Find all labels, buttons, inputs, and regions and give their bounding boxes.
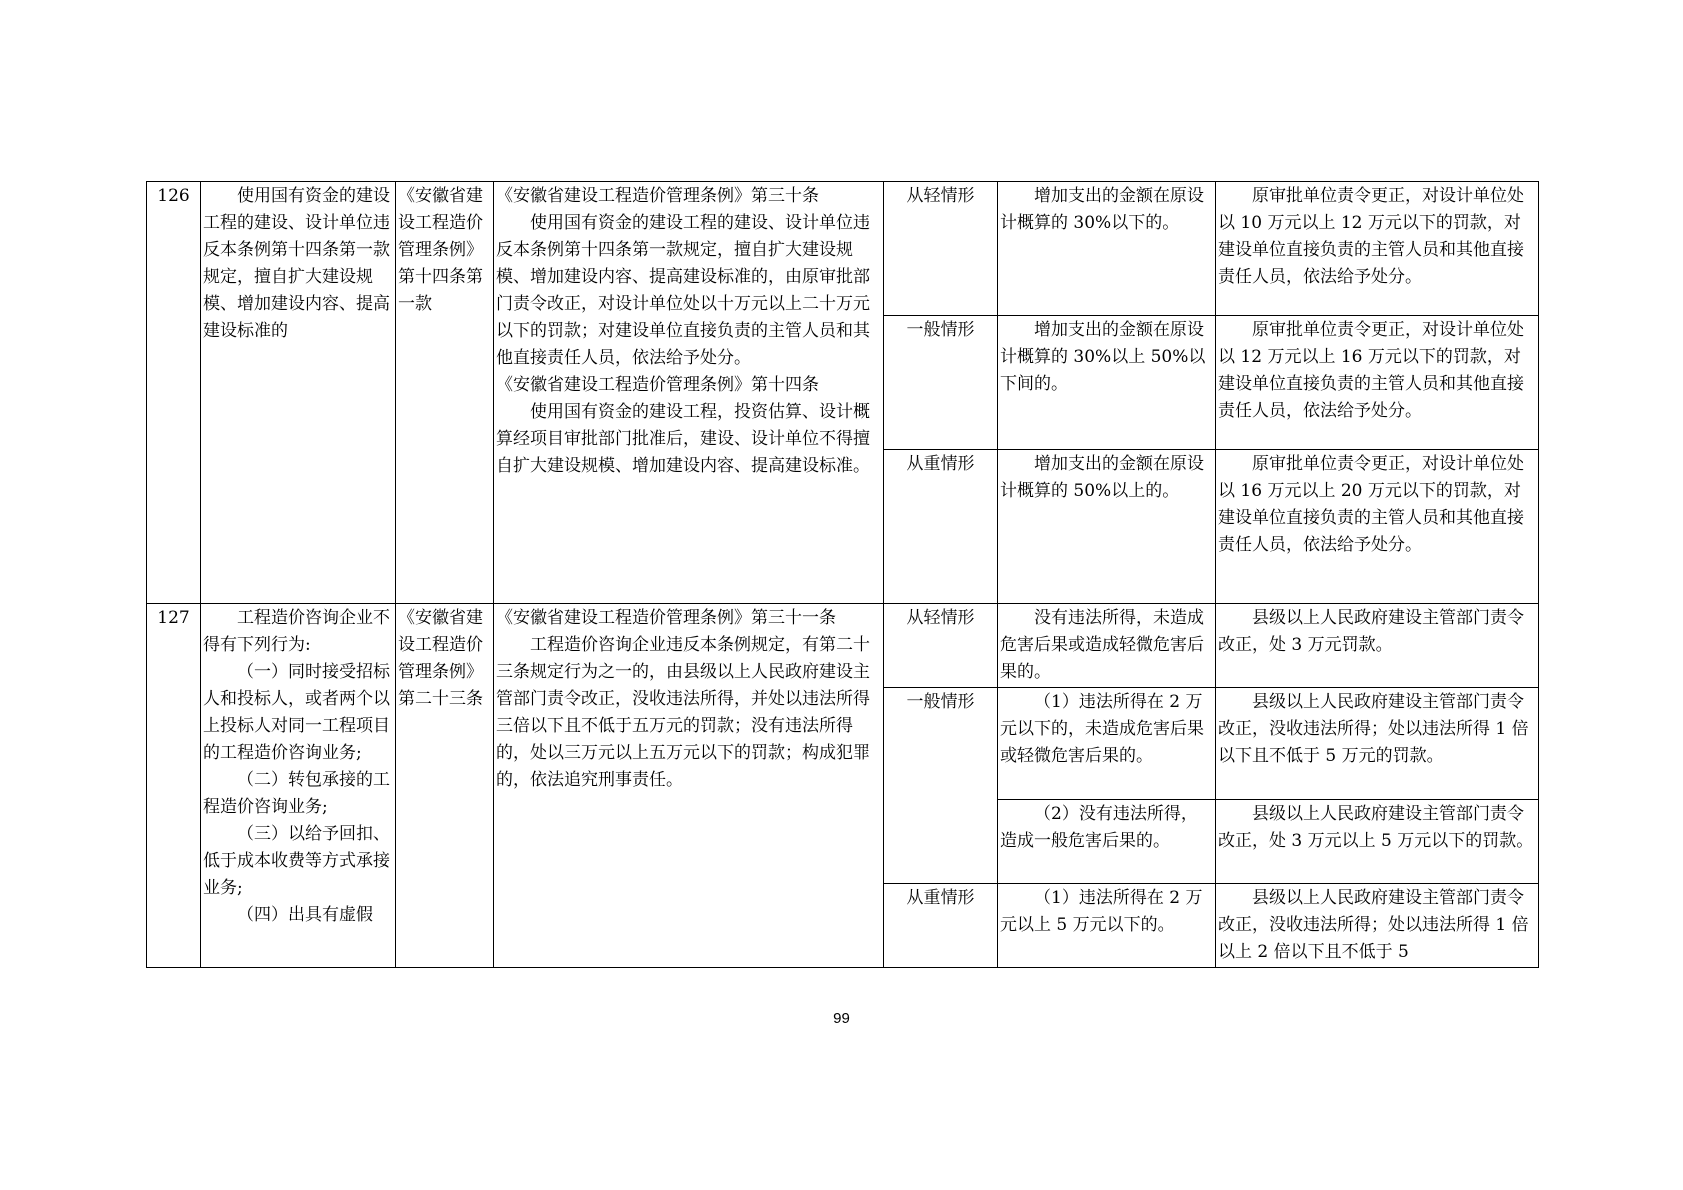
penalty-standard: 县级以上人民政府建设主管部门责令改正，处 3 万元罚款。 <box>1216 604 1539 688</box>
severity-level: 从轻情形 <box>884 182 998 316</box>
circumstance: 增加支出的金额在原设计概算的 30%以下的。 <box>998 182 1216 316</box>
severity-level: 从重情形 <box>884 884 998 968</box>
severity-level: 从轻情形 <box>884 604 998 688</box>
penalty-standard: 原审批单位责令更正，对设计单位处以 10 万元以上 12 万元以下的罚款，对建设单位直接负责的主管人员和其他直接责任人员，依法给予处分。 <box>1216 182 1539 316</box>
penalty-standards-table <box>146 181 1539 968</box>
penalty-standard: 原审批单位责令更正，对设计单位处以 16 万元以上 20 万元以下的罚款，对建设单位直接负责的主管人员和其他直接责任人员，依法给予处分。 <box>1216 450 1539 604</box>
penalty-standard: 原审批单位责令更正，对设计单位处以 12 万元以上 16 万元以下的罚款，对建设单位直接负责的主管人员和其他直接责任人员，依法给予处分。 <box>1216 316 1539 450</box>
table-row-126 <box>147 182 1539 316</box>
circumstance: 没有违法所得，未造成危害后果或造成轻微危害后果的。 <box>998 604 1216 688</box>
circumstance: （1）违法所得在 2 万元以下的，未造成危害后果或轻微危害后果的。 <box>998 688 1216 800</box>
violation-behavior: 工程造价咨询企业不得有下列行为: （一）同时接受招标人和投标人，或者两个以上投标人对同一工程项目的工程造价咨询业务; （二）转包承接的工程造价咨询业务; （三）以给予回扣、低于成本收费等方式承接业务; （四）出具有虚假 <box>201 604 396 968</box>
circumstance: 增加支出的金额在原设计概算的 50%以上的。 <box>998 450 1216 604</box>
circumstance: （1）违法所得在 2 万元以上 5 万元以下的。 <box>998 884 1216 968</box>
penalty-standard: 县级以上人民政府建设主管部门责令改正，没收违法所得；处以违法所得 1 倍以上 2 倍以下且不低于 5 <box>1216 884 1539 968</box>
row-number: 127 <box>147 604 201 968</box>
penalty-standard: 县级以上人民政府建设主管部门责令改正，没收违法所得；处以违法所得 1 倍以下且不低于 5 万元的罚款。 <box>1216 688 1539 800</box>
legal-basis: 《安徽省建设工程造价管理条例》第二十三条 <box>396 604 494 968</box>
legal-basis: 《安徽省建设工程造价管理条例》第十四条第一款 <box>396 182 494 604</box>
page-number: 99 <box>833 1010 850 1027</box>
severity-level: 从重情形 <box>884 450 998 604</box>
circumstance: 增加支出的金额在原设计概算的 30%以上 50%以下间的。 <box>998 316 1216 450</box>
violation-behavior: 使用国有资金的建设工程的建设、设计单位违反本条例第十四条第一款规定，擅自扩大建设规模、增加建设内容、提高建设标准的 <box>201 182 396 604</box>
penalty-provisions: 《安徽省建设工程造价管理条例》第三十条 使用国有资金的建设工程的建设、设计单位违反本条例第十四条第一款规定，擅自扩大建设规模、增加建设内容、提高建设标准的，由原审批部门责令改正，对设计单位处以十万元以上二十万元以下的罚款；对建设单位直接负责的主管人员和其他直接责任人员，依法给予处分。 《安徽省建设工程造价管理条例》第十四条 使用国有资金的建设工程，投资估算、设计概算经项目审批部门批准后，建设、设计单位不得擅自扩大建设规模、增加建设内容、提高建设标准。 <box>494 182 884 604</box>
penalty-provisions: 《安徽省建设工程造价管理条例》第三十一条 工程造价咨询企业违反本条例规定，有第二十三条规定行为之一的，由县级以上人民政府建设主管部门责令改正，没收违法所得，并处以违法所得三倍以下且不低于五万元的罚款；没有违法所得的，处以三万元以上五万元以下的罚款；构成犯罪的，依法追究刑事责任。 <box>494 604 884 968</box>
row-number: 126 <box>147 182 201 604</box>
penalty-standard: 县级以上人民政府建设主管部门责令改正，处 3 万元以上 5 万元以下的罚款。 <box>1216 800 1539 884</box>
severity-level: 一般情形 <box>884 688 998 884</box>
severity-level: 一般情形 <box>884 316 998 450</box>
table-row-127 <box>147 604 1539 688</box>
circumstance: （2）没有违法所得，造成一般危害后果的。 <box>998 800 1216 884</box>
